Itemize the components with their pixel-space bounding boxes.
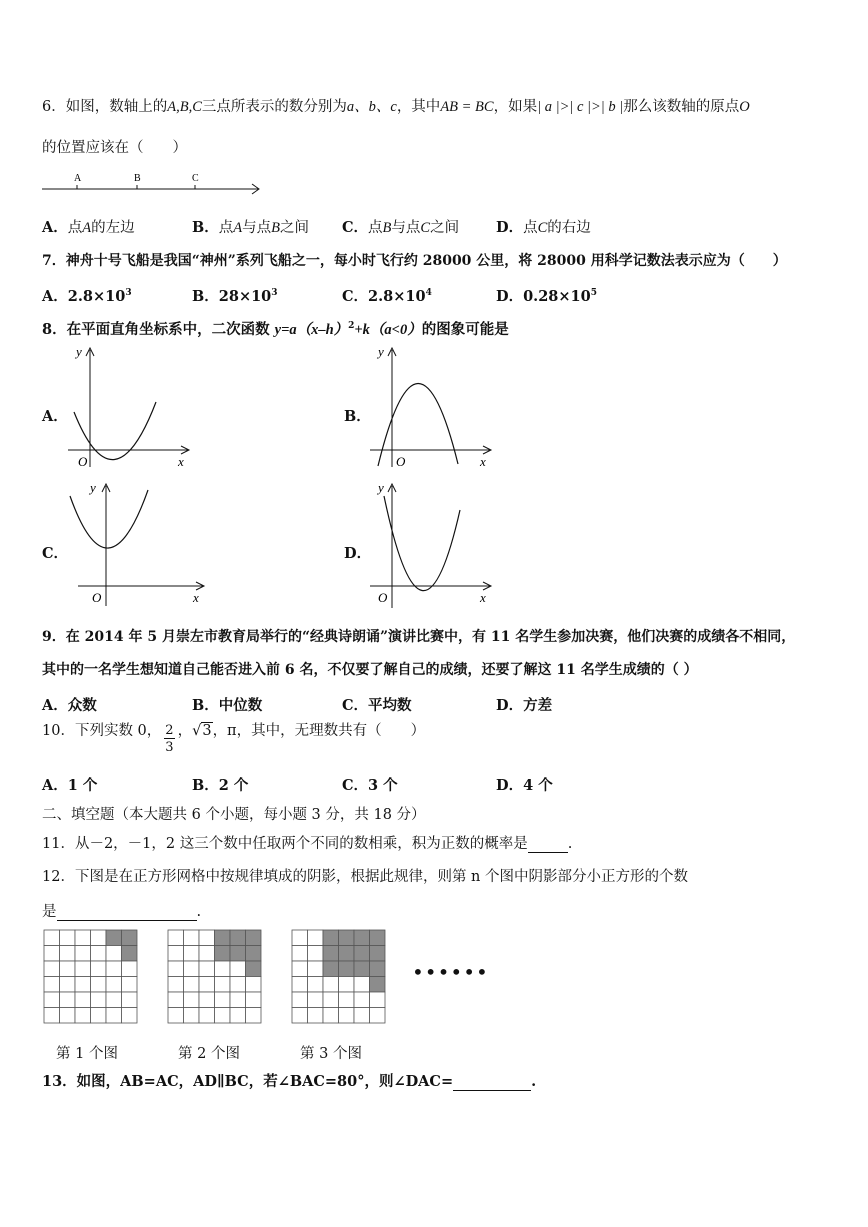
grid-cell — [215, 992, 231, 1008]
parabola-a — [74, 402, 156, 460]
grid-cell — [292, 946, 308, 962]
parabola-d — [384, 496, 460, 591]
grid-cell — [91, 977, 107, 993]
sqrt-3: √3 — [192, 723, 212, 739]
q10-option-d[interactable]: D．4 个 — [496, 777, 553, 794]
q9-option-c[interactable]: C．平均数 — [342, 697, 412, 714]
shaded-cell — [230, 946, 246, 962]
shaded-cell — [339, 946, 355, 962]
q6-equation: AB = BC — [440, 99, 494, 115]
q9-line1: 9．在 2014 年 5 月崇左市教育局举行的“经典诗朗诵”演讲比赛中，有 11 名学生参加决赛，他们决赛的成绩各不相同， — [42, 629, 796, 645]
grid-cell — [75, 961, 91, 977]
q6-text: 那么该数轴的原点 — [623, 99, 740, 115]
grid-cell — [215, 1008, 231, 1024]
grid-cell — [184, 930, 200, 946]
shaded-cell — [323, 946, 339, 962]
grid-cell — [168, 946, 184, 962]
shaded-cell — [339, 961, 355, 977]
graph-d[interactable] — [366, 478, 496, 613]
grid-cell — [199, 1008, 215, 1024]
grid-cell — [60, 992, 76, 1008]
grid-cell — [292, 961, 308, 977]
q6-vars: a、b、c — [346, 99, 397, 115]
shaded-cell — [354, 946, 370, 962]
q12-answer-blank[interactable] — [57, 904, 197, 921]
grid-cell — [44, 977, 60, 993]
q12-line2: 是 . — [42, 904, 202, 920]
grid-cell — [106, 1008, 122, 1024]
grid-cell — [91, 961, 107, 977]
shaded-cell — [246, 961, 262, 977]
shaded-cell — [323, 930, 339, 946]
svg-text:O: O — [92, 590, 102, 605]
grid-cell — [75, 930, 91, 946]
shaded-cell — [354, 961, 370, 977]
grid-cell — [75, 977, 91, 993]
grid-cell — [168, 977, 184, 993]
grid-cell — [354, 1008, 370, 1024]
grid-cell — [60, 961, 76, 977]
q7-option-a[interactable]: A．$2.8\times 10^3$ — [42, 288, 132, 305]
grid-cell — [75, 992, 91, 1008]
q10-option-a[interactable]: A．1 个 — [42, 777, 98, 794]
grid-cell — [184, 977, 200, 993]
q10-option-b[interactable]: B．2 个 — [192, 777, 249, 794]
grid-cell — [199, 961, 215, 977]
q6-option-c[interactable]: C．点B与点C之间 — [342, 219, 460, 236]
caption-figure-1: 第 1 个图 — [56, 1046, 118, 1062]
shaded-cell — [122, 930, 138, 946]
grid-cell — [370, 992, 386, 1008]
q6-line2: 的位置应该在（ ） — [42, 140, 187, 156]
grid-cell — [230, 977, 246, 993]
grid-cell — [323, 1008, 339, 1024]
grid-cell — [75, 1008, 91, 1024]
grid-cell — [246, 977, 262, 993]
q8-option-b-label[interactable]: B． — [344, 408, 371, 425]
grid-cell — [60, 946, 76, 962]
grid-cell — [122, 977, 138, 993]
svg-text:y: y — [378, 344, 384, 359]
q6-text: ，如果 — [493, 99, 538, 115]
section-2-heading: 二、填空题（本大题共 6 个小题，每小题 3 分，共 18 分） — [42, 807, 426, 823]
grid-cell — [106, 946, 122, 962]
parabola-c — [70, 490, 148, 548]
grid-cell — [246, 1008, 262, 1024]
shaded-cell — [122, 946, 138, 962]
shaded-cell — [339, 930, 355, 946]
q10-text: 10．下列实数 0， $\frac{2}{3}$ ，√3，π，其中，无理数共有（ ） — [42, 723, 426, 755]
grid-cell — [215, 977, 231, 993]
grid-cell — [122, 961, 138, 977]
svg-text:O: O — [378, 590, 388, 605]
graph-c[interactable] — [64, 478, 214, 608]
svg-text:x: x — [178, 454, 184, 469]
point-a-label: A — [74, 173, 82, 184]
caption-figure-3: 第 3 个图 — [300, 1046, 362, 1062]
grid-cell — [106, 977, 122, 993]
grid-cell — [199, 930, 215, 946]
q11-answer-blank[interactable] — [528, 836, 568, 853]
q6-option-d[interactable]: D．点C的右边 — [496, 219, 591, 236]
grid-cell — [246, 992, 262, 1008]
grid-cell — [122, 992, 138, 1008]
svg-text:y: y — [378, 480, 384, 495]
grid-cell — [339, 1008, 355, 1024]
grid-cell — [60, 977, 76, 993]
q7-option-b[interactable]: B．$28\times 10^3$ — [192, 288, 278, 305]
grid-cell — [106, 992, 122, 1008]
q6-origin: O — [739, 99, 750, 115]
svg-text:y: y — [76, 344, 82, 359]
grid-cell — [44, 930, 60, 946]
grid-cell — [60, 1008, 76, 1024]
number-line — [40, 170, 270, 200]
q12-line1: 12．下图是在正方形网格中按规律填成的阴影，根据此规律，则第 n 个图中阴影部分小正方形的个数 — [42, 869, 689, 885]
graph-a[interactable] — [64, 342, 194, 472]
grid-cell — [106, 961, 122, 977]
grid-cell — [184, 1008, 200, 1024]
grid-cell — [323, 977, 339, 993]
shaded-cell — [370, 977, 386, 993]
point-c-label: C — [192, 173, 199, 184]
grid-cell — [184, 992, 200, 1008]
point-b-label: B — [134, 173, 141, 184]
q7-text: 7．神舟十号飞船是我国“神州”系列飞船之一，每小时飞行约 28000 公里，将 28000 用科学记数法表示应为（ ） — [42, 253, 787, 269]
q9-line2: 其中的一名学生想知道自己能否进入前 6 名，不仅要了解自己的成绩，还要了解这 11 名学生成绩的（ ） — [42, 662, 698, 678]
parabola-b — [378, 383, 458, 466]
grid-cell — [44, 961, 60, 977]
q8-option-d-label[interactable]: D． — [344, 545, 372, 562]
svg-text:O: O — [78, 454, 88, 469]
shaded-cell — [370, 930, 386, 946]
grid-cell — [308, 946, 324, 962]
grid-cell — [292, 930, 308, 946]
grid-cell — [230, 961, 246, 977]
q13-text: 13．如图，AB=AC，AD∥BC，若∠BAC=80°，则∠DAC= . — [42, 1073, 537, 1090]
shaded-cell — [370, 946, 386, 962]
svg-text:x: x — [193, 590, 199, 605]
grid-cell — [308, 930, 324, 946]
grid-cell — [292, 992, 308, 1008]
grid-cell — [308, 992, 324, 1008]
continuation-dots: •••••• — [412, 960, 489, 984]
grid-cell — [354, 977, 370, 993]
q7-option-c[interactable]: C．$2.8\times 10^4$ — [342, 288, 432, 305]
shaded-cell — [215, 930, 231, 946]
grid-cell — [91, 992, 107, 1008]
q8-option-c-label[interactable]: C． — [42, 545, 69, 562]
grid-cell — [354, 992, 370, 1008]
grid-cell — [91, 930, 107, 946]
grid-cell — [44, 946, 60, 962]
grid-cell — [168, 1008, 184, 1024]
grid-cell — [370, 1008, 386, 1024]
grid-cell — [199, 946, 215, 962]
q6-points: A,B,C — [167, 99, 202, 115]
grid-cell — [230, 1008, 246, 1024]
q8-text: 8．在平面直角坐标系中，二次函数 $y=a(x-h)^2+k(a<0)$的图象可能是 — [42, 321, 509, 338]
grid-cell — [91, 1008, 107, 1024]
q6-option-a[interactable]: A．点A的左边 — [42, 219, 135, 236]
grid-cell — [339, 992, 355, 1008]
grid-cell — [339, 977, 355, 993]
grid-cell — [44, 1008, 60, 1024]
grid-cell — [308, 1008, 324, 1024]
shaded-cell — [354, 930, 370, 946]
shaded-cell — [323, 961, 339, 977]
grid-cell — [184, 946, 200, 962]
svg-text:x: x — [480, 590, 486, 605]
q8-option-a-label[interactable]: A． — [42, 408, 68, 425]
shaded-cell — [106, 930, 122, 946]
grid-cell — [308, 977, 324, 993]
q10-option-c[interactable]: C．3 个 — [342, 777, 398, 794]
q7-option-d[interactable]: D．$0.28\times 10^5$ — [496, 288, 597, 305]
grid-cell — [230, 992, 246, 1008]
shaded-cell — [230, 930, 246, 946]
grid-cell — [168, 930, 184, 946]
q6-abs-inequality: | a |>| c |>| b | — [537, 99, 624, 115]
q6-option-b[interactable]: B．点A与点B之间 — [192, 219, 309, 236]
q6-text: ，其中 — [396, 99, 441, 115]
graph-b[interactable] — [366, 342, 496, 472]
grid-cell — [292, 977, 308, 993]
shaded-cell — [370, 961, 386, 977]
q9-option-b[interactable]: B．中位数 — [192, 697, 263, 714]
q9-option-a[interactable]: A．众数 — [42, 697, 97, 714]
grid-cell — [75, 946, 91, 962]
grid-cell — [91, 946, 107, 962]
grid-cell — [44, 992, 60, 1008]
svg-text:O: O — [396, 454, 406, 469]
grid-cell — [122, 1008, 138, 1024]
grid-cell — [184, 961, 200, 977]
grid-cell — [199, 992, 215, 1008]
grid-cell — [199, 977, 215, 993]
shaded-cell — [246, 930, 262, 946]
grid-cell — [168, 961, 184, 977]
caption-figure-2: 第 2 个图 — [178, 1046, 240, 1062]
grid-cell — [215, 961, 231, 977]
q6-line1 — [42, 95, 750, 116]
q6-text: 6．如图，数轴上的 — [42, 99, 168, 115]
shaded-cell — [215, 946, 231, 962]
svg-text:y: y — [90, 480, 96, 495]
q6-text: 三点所表示的数分别为 — [201, 99, 347, 115]
shaded-cell — [246, 946, 262, 962]
svg-text:x: x — [480, 454, 486, 469]
grid-cell — [292, 1008, 308, 1024]
grid-cell — [60, 930, 76, 946]
q13-answer-blank[interactable] — [453, 1073, 531, 1091]
q9-option-d[interactable]: D．方差 — [496, 697, 553, 714]
q11-text: 11．从－2，－1，2 这三个数中任取两个不同的数相乘，积为正数的概率是 . — [42, 836, 573, 852]
grid-cell — [308, 961, 324, 977]
fraction-2-3: $\frac{2}{3}$ — [165, 723, 174, 755]
grid-cell — [168, 992, 184, 1008]
grid-cell — [323, 992, 339, 1008]
